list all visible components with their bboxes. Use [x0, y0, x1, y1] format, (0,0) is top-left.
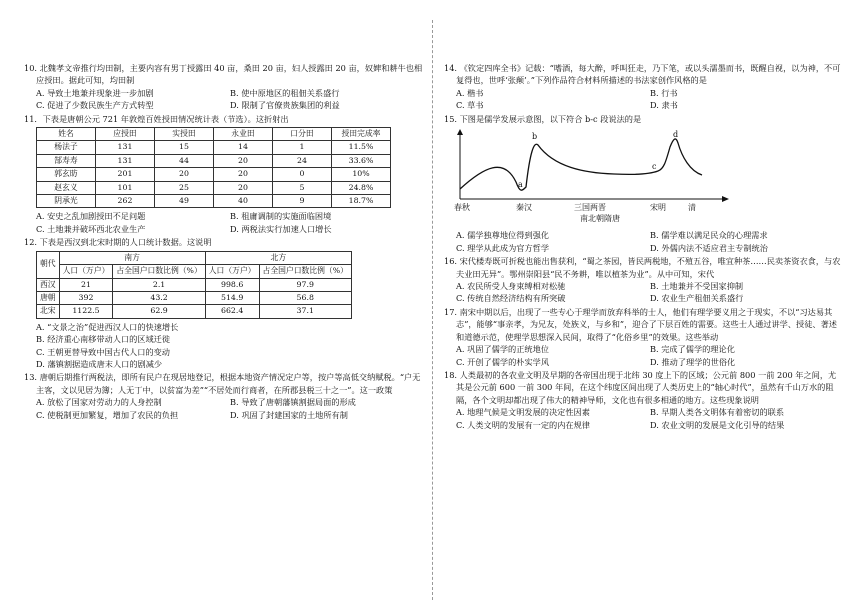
option-c: C. 人类文明的发展有一定的内在规律	[456, 419, 590, 430]
question-15	[444, 113, 844, 255]
option-b: B. 完成了儒学的理论化	[650, 344, 735, 355]
x-tick-label: 清	[688, 203, 696, 213]
table-row	[37, 154, 391, 167]
table-header-row	[37, 128, 391, 141]
question-13	[24, 371, 424, 421]
question-17-options	[444, 343, 844, 368]
option-c: C. 理学从此成为官方哲学	[456, 242, 550, 253]
table-cell: 20	[214, 181, 273, 194]
question-12	[24, 236, 424, 370]
table-cell: 5	[273, 181, 332, 194]
table-header-cell: 实授田	[155, 128, 214, 141]
point-label-b: b	[532, 132, 538, 142]
table-cell: 392	[59, 291, 113, 304]
option-c: C. 土地兼并破坏西北农业生产	[36, 223, 146, 234]
option-a: A. 放松了国家对劳动力的人身控制	[36, 397, 162, 408]
x-tick-label: 秦汉	[516, 203, 532, 213]
option-c: C. 草书	[456, 100, 484, 111]
question-14-stem: 14. 《钦定四库全书》记载：“嗜酒，每大醉，呼叫狂走，乃下笔，或以头濡墨而书，既醒自视，以为神，不可复得也，世呼‘张颠’。”下列作品符合材料所描述的书法家创作风格的是	[444, 63, 841, 86]
option-d: D. 两税法实行加速人口增长	[230, 223, 332, 234]
table-cell: 阴承光	[37, 195, 96, 208]
option-b: B. 儒学难以满足民众的心理需求	[650, 230, 768, 241]
table-cell: 514.9	[205, 291, 259, 304]
table-cell: 62.9	[113, 305, 205, 318]
question-18-stem: 18. 人类最初的各农业文明及早期的各帝国出现于北纬 30 度上下的区域；公元前 800 一前 200 年之间，尤其是公元前 600 一前 300 年间，在这个纬度区间出现了人类历史上的“轴心时代”，虽然有千山万水的阻隔，各个文明却都出现了伟大的精神导师，文化也有很多相通的地方。这些现象说明	[444, 369, 837, 405]
land-grant-table	[36, 127, 391, 208]
option-b: B. 经济重心南移带动人口的区域迁徙	[36, 334, 171, 345]
table-cell: 杨法子	[37, 141, 96, 154]
question-12-stem: 12. 下表是西汉到北宋时期的人口统计数据。这说明	[24, 237, 212, 248]
table-cell: 37.1	[259, 305, 351, 318]
table-cell: 郭玄昉	[37, 168, 96, 181]
question-12-options	[24, 321, 424, 371]
table-cell: 131	[96, 154, 155, 167]
question-10	[24, 62, 424, 112]
table-cell: 21	[59, 278, 113, 291]
y-axis-arrow	[457, 129, 463, 135]
table-cell: 131	[96, 141, 155, 154]
table-cell: 唐朝	[37, 291, 60, 304]
option-c: C. 王朝更替导致中国古代人口的变动	[36, 346, 170, 357]
option-a: A. “文景之治”促进西汉人口的快速增长	[36, 321, 179, 332]
question-17-stem: 17. 南宋中期以后，出现了一些专心于理学而放弃科举的士人，他们有理学要义用之于现实，不以“习达易其志”，能够“事亲孝，为兄友，处族义，与乡和”，迎合了下层百姓的需要。这些士人通过讲学、授徒、著述和道德示范，使理学思想深入民间，取得了“化俗乡里”的效果。这些举动	[444, 306, 837, 342]
confucianism-development-chart	[454, 127, 734, 223]
table-cell: 赵玄义	[37, 181, 96, 194]
column-divider	[432, 20, 433, 600]
table-cell: 24	[273, 154, 332, 167]
table-header-cell: 朝代	[37, 251, 60, 278]
table-header-cell: 南方	[59, 251, 205, 264]
right-column	[444, 62, 844, 432]
option-a: A. 安史之乱加剧授田不足问题	[36, 211, 146, 222]
table-cell: 97.9	[259, 278, 351, 291]
question-14	[444, 62, 844, 112]
table-cell: 43.2	[113, 291, 205, 304]
x-tick-label-sub: 南北朝隋唐	[580, 214, 620, 224]
option-a: A. 地理气候是文明发展的决定性因素	[456, 407, 590, 418]
option-b: B. 使中原地区的租佃关系盛行	[230, 87, 340, 98]
point-label-a: a	[518, 180, 523, 190]
table-cell: 101	[96, 181, 155, 194]
question-10-stem: 10. 北魏孝文帝推行均田制，主要内容有男丁授露田 40 亩，桑田 20 亩，妇人授露田 20 亩，奴婢和耕牛也相应授田。据此可知，均田制	[24, 63, 423, 86]
question-15-options	[444, 229, 844, 254]
question-11	[24, 113, 424, 236]
table-cell: 0	[273, 168, 332, 181]
table-cell: 郜寿寿	[37, 154, 96, 167]
option-b: B. 租庸调制的实施面临困境	[230, 211, 332, 222]
table-cell: 201	[96, 168, 155, 181]
question-11-stem: 11．下表是唐朝公元 721 年敦煌百姓授田情况统计表（节选）。这折射出	[24, 113, 289, 124]
option-c: C. 传统自然经济结构有所突破	[456, 293, 566, 304]
option-d: D. 限制了官僚贵族集团的利益	[230, 100, 340, 111]
table-header-cell: 姓名	[37, 128, 96, 141]
table-header-row	[37, 251, 352, 264]
x-tick-label: 三国两晋	[574, 203, 606, 213]
question-11-options	[24, 210, 424, 235]
table-row	[37, 195, 391, 208]
table-cell: 44	[155, 154, 214, 167]
table-cell: 262	[96, 195, 155, 208]
table-row	[37, 278, 352, 291]
table-cell: 49	[155, 195, 214, 208]
option-a: A. 农民所受人身束缚相对松驰	[456, 281, 566, 292]
question-17	[444, 306, 844, 368]
table-cell: 14	[214, 141, 273, 154]
point-label-c: c	[652, 162, 657, 172]
table-row	[37, 168, 391, 181]
table-cell: 1	[273, 141, 332, 154]
table-header-row	[37, 265, 352, 278]
table-cell: 998.6	[205, 278, 259, 291]
table-cell: 15	[155, 141, 214, 154]
table-cell: 18.7%	[332, 195, 391, 208]
table-cell: 20	[214, 168, 273, 181]
x-tick-label: 宋明	[650, 203, 666, 213]
table-cell: 11.5%	[332, 141, 391, 154]
option-c: C. 促进了少数民族生产方式转型	[36, 100, 154, 111]
table-cell: 10%	[332, 168, 391, 181]
table-row	[37, 305, 352, 318]
question-15-stem: 15. 下图是儒学发展示意图，以下符合 b-c 段说法的是	[444, 113, 642, 124]
option-a: A. 导致土地兼并现象进一步加剧	[36, 87, 154, 98]
table-row	[37, 181, 391, 194]
trend-line	[460, 139, 702, 190]
option-c: C. 开创了儒学的朴实学风	[456, 356, 550, 367]
point-label-d: d	[673, 130, 679, 140]
question-16	[444, 255, 844, 305]
table-header-cell: 口分田	[273, 128, 332, 141]
option-a: A. 巩固了儒学的正统地位	[456, 344, 549, 355]
table-cell: 1122.5	[59, 305, 113, 318]
table-cell: 北宋	[37, 305, 60, 318]
option-d: D. 巩固了封建国家的土地所有制	[230, 409, 348, 420]
question-18-options	[444, 406, 844, 431]
option-d: D. 农业生产租佃关系盛行	[650, 293, 744, 304]
population-table	[36, 251, 352, 319]
table-row	[37, 141, 391, 154]
table-header-cell: 占全国户口数比例（%）	[259, 265, 351, 278]
x-axis-arrow	[722, 196, 729, 202]
x-tick-label: 春秋	[454, 203, 470, 213]
question-18	[444, 369, 844, 431]
table-header-cell: 授田完成率	[332, 128, 391, 141]
table-cell: 20	[155, 168, 214, 181]
table-header-cell: 应授田	[96, 128, 155, 141]
question-16-options	[444, 280, 844, 305]
question-14-options	[444, 87, 844, 112]
question-13-options	[24, 396, 424, 421]
option-b: B. 行书	[650, 87, 678, 98]
question-10-options	[24, 87, 424, 112]
table-cell: 40	[214, 195, 273, 208]
option-d: D. 藩镇割据造成唐末人口的剧减少	[36, 358, 163, 369]
option-a: A. 儒学独尊地位得到强化	[456, 230, 549, 241]
table-header-cell: 占全国户口数比例（%）	[113, 265, 205, 278]
table-cell: 2.1	[113, 278, 205, 291]
question-13-stem: 13. 唐朝后期推行两税法，即所有民户在现居地登记，根据本地资产情况定户等，按户等高低交纳赋税。“户无主客，文以见居为簿；人无丁中，以贫富为差”“不居处而行商者，在所郡县税三十之一”。这一政策	[24, 372, 421, 395]
table-header-cell: 人口（万户）	[59, 265, 113, 278]
table-cell: 20	[214, 154, 273, 167]
option-d: D. 外儒内法不适应君主专制统治	[650, 242, 768, 253]
table-header-cell: 永业田	[214, 128, 273, 141]
table-cell: 33.6%	[332, 154, 391, 167]
table-cell: 56.8	[259, 291, 351, 304]
option-b: B. 导致了唐朝藩镇割据局面的形成	[230, 397, 356, 408]
table-row	[37, 291, 352, 304]
option-d: D. 隶书	[650, 100, 678, 111]
table-cell: 西汉	[37, 278, 60, 291]
table-header-cell: 人口（万户）	[205, 265, 259, 278]
table-cell: 25	[155, 181, 214, 194]
table-header-cell: 北方	[205, 251, 351, 264]
option-b: B. 土地兼并不受国家抑制	[650, 281, 744, 292]
option-d: D. 推动了理学的世俗化	[650, 356, 736, 367]
left-column	[24, 62, 424, 422]
option-b: B. 早期人类各文明体有着密切的联系	[650, 407, 785, 418]
table-cell: 662.4	[205, 305, 259, 318]
option-a: A. 楷书	[456, 87, 484, 98]
table-cell: 24.8%	[332, 181, 391, 194]
option-c: C. 使税制更加繁复，增加了农民的负担	[36, 409, 179, 420]
question-16-stem: 16. 宋代楼寿既可折税也能出售获利，“蜀之茶园，皆民两税地，不殖五谷，唯宜种茶……民卖茶资衣食，与农夫业田无异”。鄂州崇阳县“民不务耕，唯以植茶为业”。从中可知，宋代	[444, 256, 841, 279]
table-cell: 9	[273, 195, 332, 208]
option-d: D. 农业文明的发展是文化引导的结果	[650, 419, 785, 430]
